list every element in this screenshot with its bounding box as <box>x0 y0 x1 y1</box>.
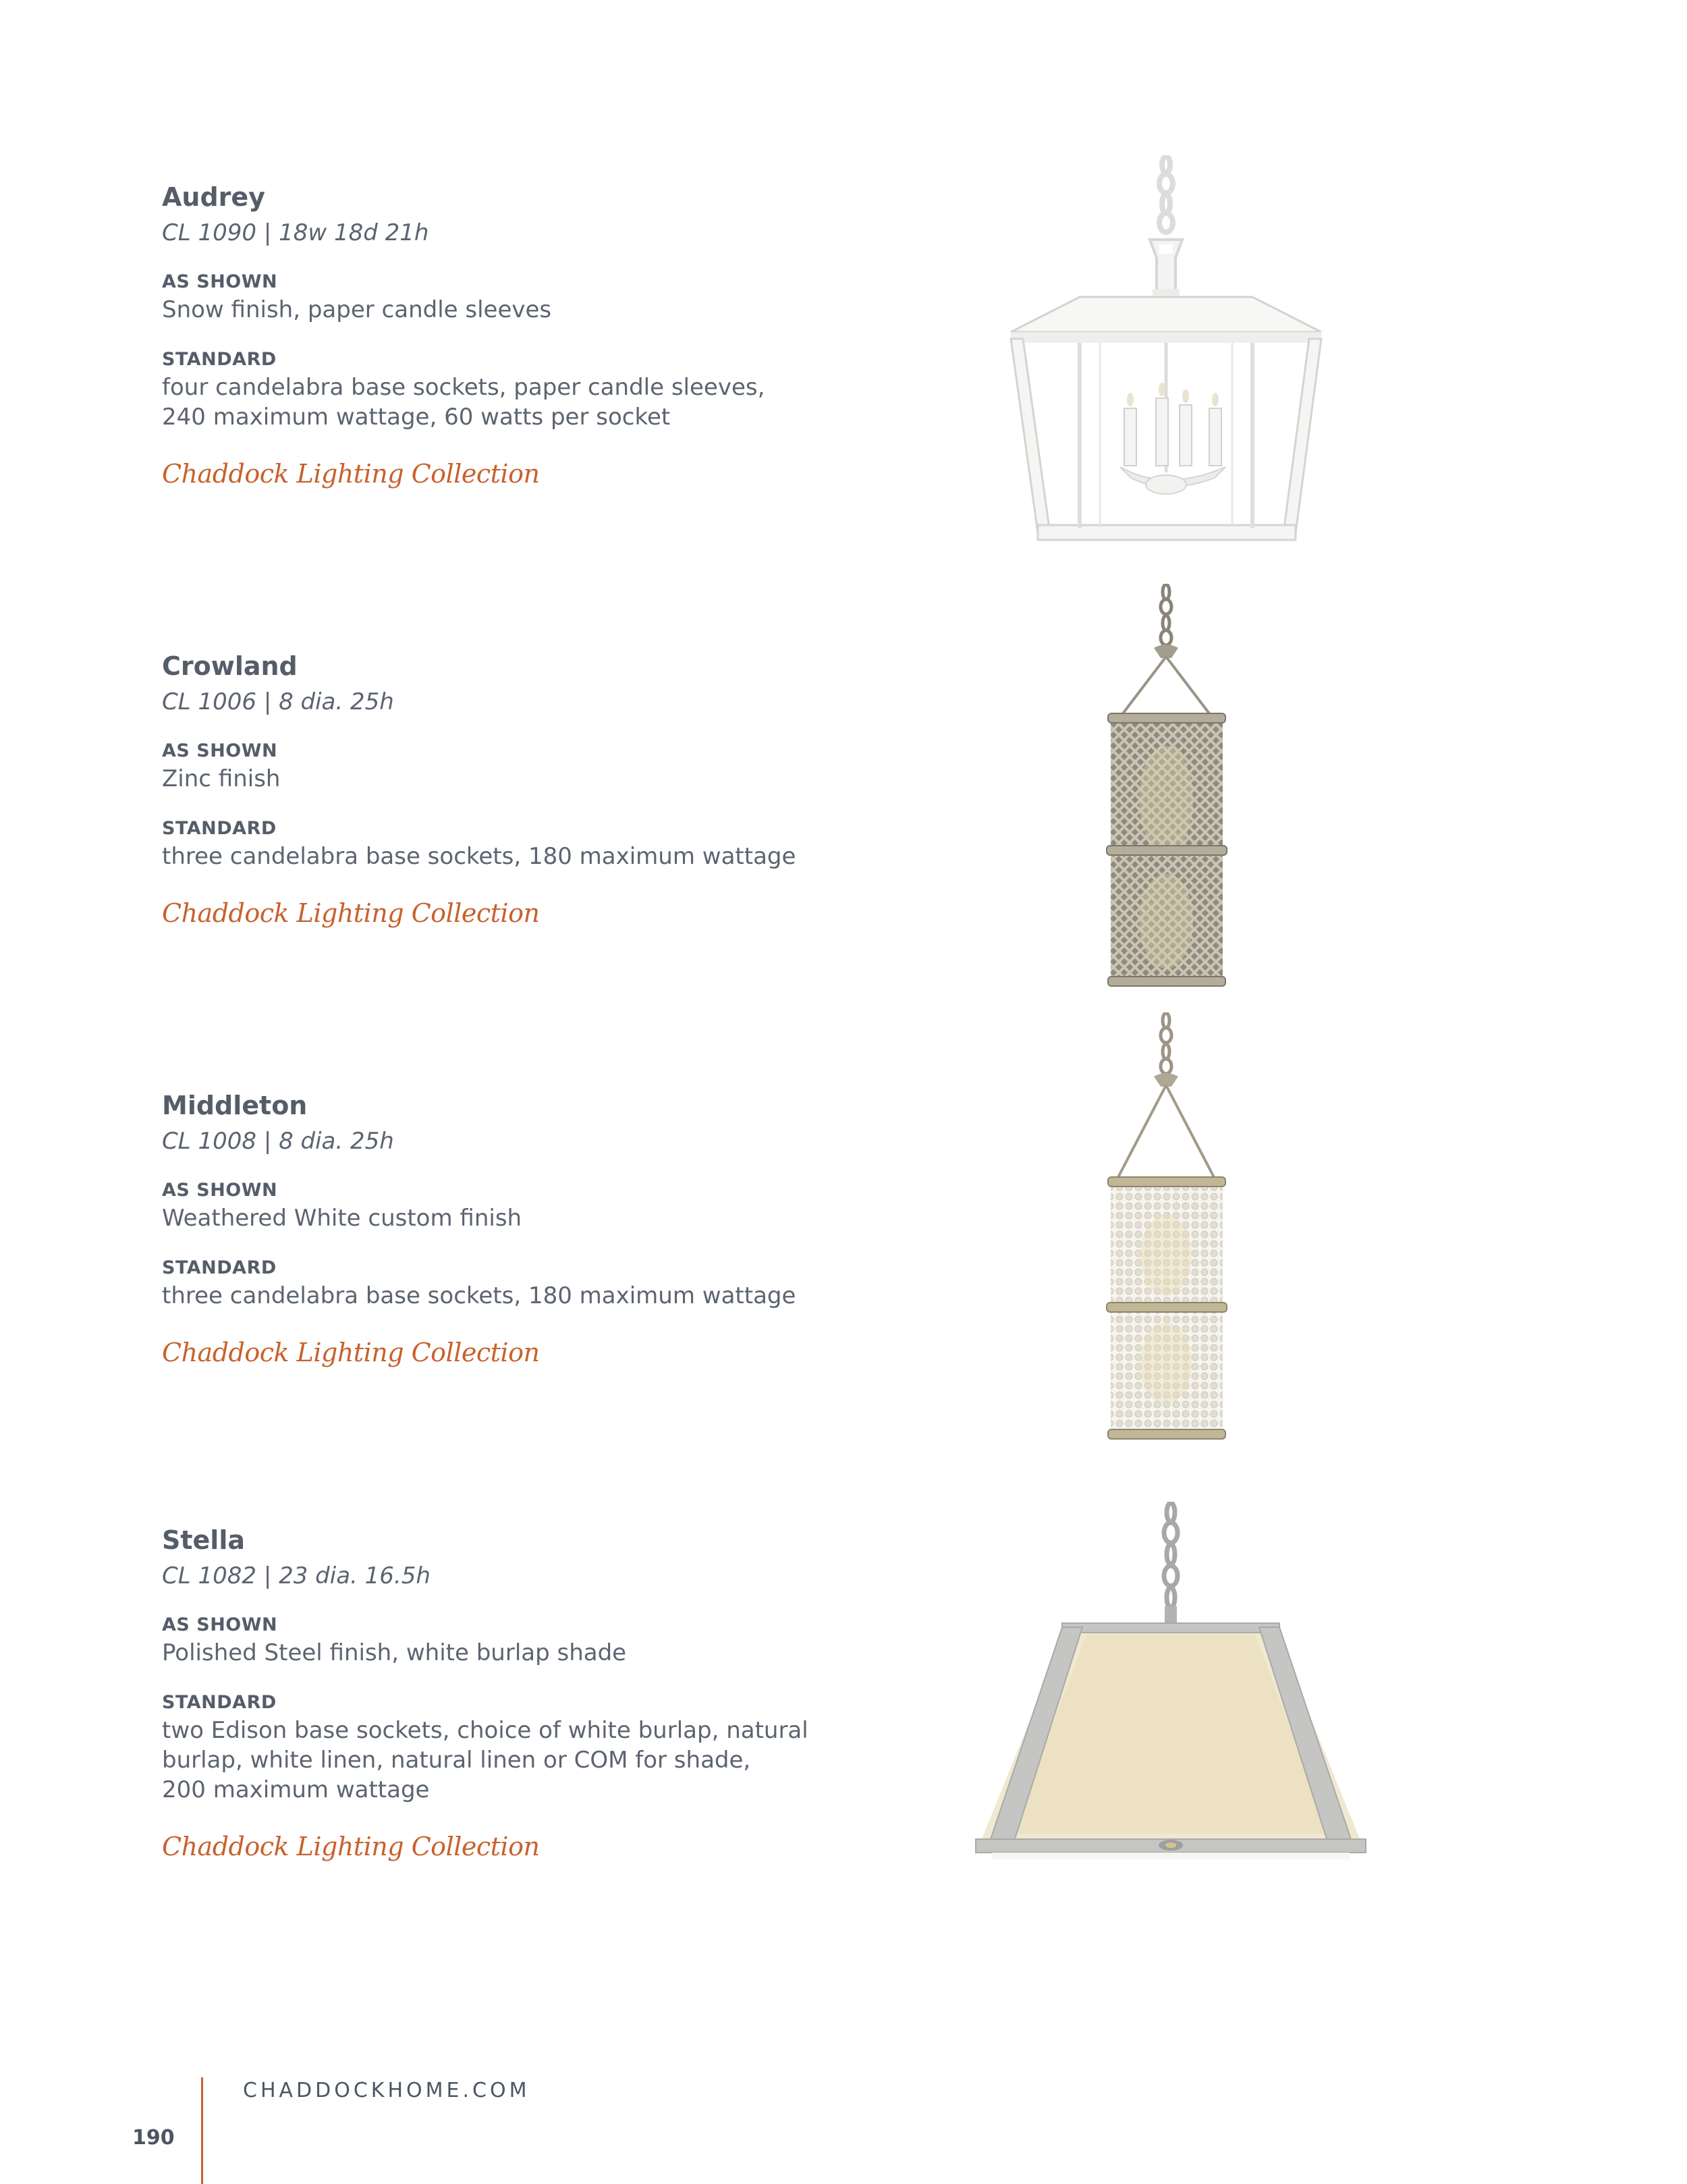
as-shown-label: AS SHOWN <box>162 1180 278 1201</box>
as-shown-text: Zinc finish <box>162 765 281 793</box>
product-audrey <box>162 182 904 489</box>
product-spec: CL 1008 | 8 dia. 25h <box>162 1127 394 1155</box>
standard-label: STANDARD <box>162 349 277 371</box>
lattice-cylinder-pendant-icon <box>1086 584 1248 989</box>
page-number: 190 <box>132 2126 175 2150</box>
standard-label: STANDARD <box>162 1692 277 1714</box>
standard-text: four candelabra base sockets, paper candle sleeves, 240 maximum wattage, 60 watts per socket <box>162 374 765 431</box>
as-shown-label: AS SHOWN <box>162 1614 278 1636</box>
standard-label: STANDARD <box>162 818 277 840</box>
standard-text: two Edison base sockets, choice of white burlap, natural burlap, white linen, natural linen or COM for shade, 200 maximum wattage <box>162 1717 808 1804</box>
product-name: Stella <box>162 1525 245 1555</box>
product-spec: CL 1006 | 8 dia. 25h <box>162 688 394 715</box>
as-shown-text: Polished Steel finish, white burlap shade <box>162 1639 627 1667</box>
as-shown-label: AS SHOWN <box>162 271 278 293</box>
product-spec: CL 1082 | 23 dia. 16.5h <box>162 1562 431 1589</box>
product-spec: CL 1090 | 18w 18d 21h <box>162 219 429 246</box>
collection-link[interactable]: Chaddock Lighting Collection <box>162 459 540 489</box>
collection-link[interactable]: Chaddock Lighting Collection <box>162 1832 540 1862</box>
product-stella <box>162 1525 904 1861</box>
website-link[interactable]: CHADDOCKHOME.COM <box>243 2079 530 2102</box>
product-name: Audrey <box>162 182 265 212</box>
standard-label: STANDARD <box>162 1257 277 1279</box>
drum-shade-pendant-icon <box>972 1502 1377 1880</box>
as-shown-label: AS SHOWN <box>162 740 278 762</box>
footer-divider <box>201 2077 203 2184</box>
white-lantern-pendant-icon <box>999 155 1336 547</box>
product-crowland <box>162 651 904 928</box>
product-middleton <box>162 1091 904 1367</box>
product-name: Middleton <box>162 1091 308 1120</box>
beaded-cylinder-pendant-icon <box>1086 1012 1248 1444</box>
collection-link[interactable]: Chaddock Lighting Collection <box>162 1338 540 1368</box>
as-shown-text: Snow finish, paper candle sleeves <box>162 296 552 324</box>
standard-text: three candelabra base sockets, 180 maximum wattage <box>162 843 796 871</box>
collection-link[interactable]: Chaddock Lighting Collection <box>162 898 540 929</box>
product-name: Crowland <box>162 651 298 681</box>
as-shown-text: Weathered White custom finish <box>162 1205 522 1232</box>
standard-text: three candelabra base sockets, 180 maximum wattage <box>162 1282 796 1310</box>
